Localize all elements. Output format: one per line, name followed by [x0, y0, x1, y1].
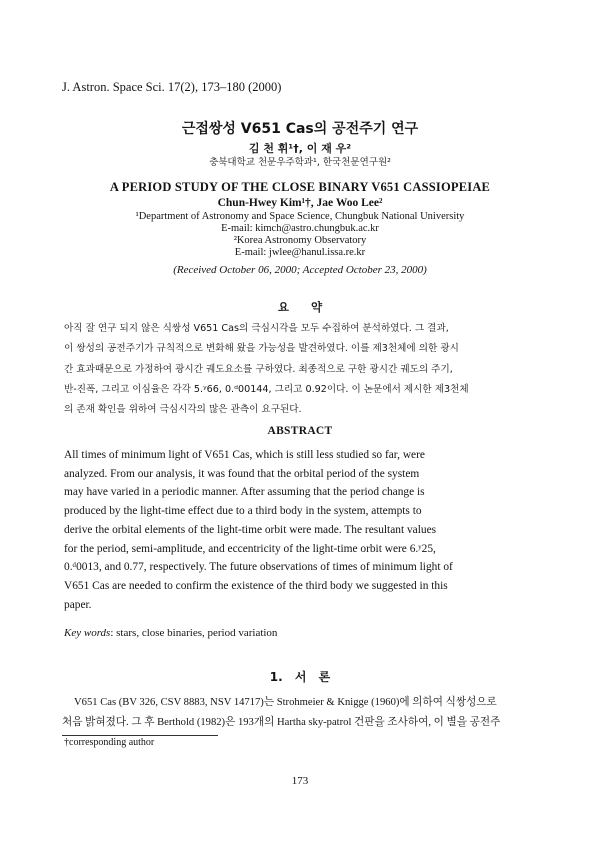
paragraph-line: 의 존재 확인을 위하여 극심시각의 많은 관측이 요구된다.: [64, 404, 302, 416]
korean-affiliations: 충북대학교 천문우주학과¹, 한국천문연구원²: [209, 157, 391, 168]
paragraph-line: derive the orbital elements of the light-time orbit were made. The resultant values: [64, 523, 437, 536]
journal-citation: J. Astron. Space Sci. 17(2), 173–180 (2000): [62, 80, 282, 94]
paragraph-line: All times of minimum light of V651 Cas, which is still less studied so far, were: [64, 449, 425, 461]
paragraph-line: 처음 밝혀졌다. 그 후 Berthold (1982)은 193개의 Hartha sky-patrol 건판을 조사하여, 이 별을 공전주: [62, 716, 501, 728]
paragraph-line: 이 쌍성의 공전주기가 규칙적으로 변화해 왔을 가능성을 발견하였다. 이를 제3천체에 의한 광시: [64, 343, 459, 355]
paragraph-line: V651 Cas (BV 326, CSV 8883, NSV 14717)는 Strohmeier & Knigge (1960)에 의하여 식쌍성으로: [74, 697, 497, 708]
email-line: E-mail: jwlee@hanul.issa.re.kr: [234, 247, 366, 258]
footnote-divider: [62, 735, 218, 736]
email-line: E-mail: kimch@astro.chungbuk.ac.kr: [221, 223, 379, 234]
keywords-label: Key words: [64, 627, 111, 639]
keywords-text: : stars, close binaries, period variation: [110, 627, 278, 639]
paragraph-line: 반-진폭, 그리고 이심율은 각각 5.ʸ66, 0.ᵈ00144, 그리고 0.92이다. 이 논문에서 제시한 제3천체: [64, 383, 469, 395]
footnote: †corresponding author: [64, 737, 155, 748]
received-dates: (Received October 06, 2000; Accepted October 23, 2000): [173, 264, 427, 276]
korean-abstract: [64, 319, 534, 420]
korean-abstract-heading: 요 약: [277, 300, 323, 314]
korean-authors: 김 천 휘¹†, 이 재 우²: [248, 142, 352, 155]
abstract-body: [64, 446, 544, 614]
english-title: A PERIOD STUDY OF THE CLOSE BINARY V651 CASSIOPEIAE: [109, 180, 491, 194]
paragraph-line: analyzed. From our analysis, it was found that the orbital period of the system: [64, 467, 420, 480]
section-heading: 1. 서 론: [269, 670, 331, 684]
page-number: 173: [291, 775, 309, 787]
paragraph-line: produced by the light-time effect due to a third body in the system, attempts to: [64, 505, 422, 518]
keywords: [64, 627, 277, 639]
paragraph-line: 아직 잘 연구 되지 않은 식쌍성 V651 Cas의 극심시각을 모두 수집하여 분석하였다. 그 결과,: [64, 323, 449, 334]
paragraph-line: for the period, semi-amplitude, and eccentricity of the light-time orbit were 6.ʸ25,: [64, 542, 436, 555]
paragraph-line: 간 효과때문으로 가정하여 광시간 궤도요소를 구하였다. 최종적으로 구한 광시간 궤도의 주기,: [64, 363, 453, 375]
affiliation-line: ²Korea Astronomy Observatory: [233, 235, 367, 246]
abstract-heading: ABSTRACT: [267, 425, 333, 437]
paragraph-line: 0.ᵈ0013, and 0.77, respectively. The future observations of times of minimum light of: [64, 561, 453, 574]
paragraph-line: V651 Cas are needed to confirm the existence of the third body we suggested in this: [64, 579, 448, 592]
introduction-body: [62, 693, 542, 732]
affiliation-line: ¹Department of Astronomy and Space Science, Chungbuk National University: [135, 211, 465, 222]
paragraph-line: may have varied in a periodic manner. After assuming that the period change is: [64, 486, 425, 499]
english-authors: Chun-Hwey Kim¹†, Jae Woo Lee²: [217, 197, 383, 209]
korean-title: 근접쌍성 V651 Cas의 공전주기 연구: [181, 121, 419, 137]
paragraph-line: paper.: [64, 598, 92, 611]
